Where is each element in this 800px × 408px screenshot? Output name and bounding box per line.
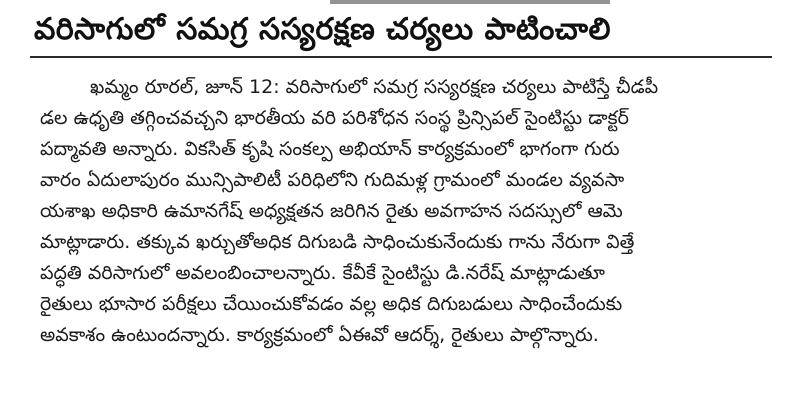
article-line: యశాఖ అధికారి ఉమానగేష్ అధ్యక్షతన జరిగిన రైతు అవగాహన సదస్సులో ఆమె: [40, 200, 623, 222]
article-line: పద్మావతి అన్నారు. వికసిత్ కృషి సంకల్ప అభియాన్ కార్యక్రమంలో భాగంగా గురు: [40, 138, 620, 160]
headline-divider: [30, 56, 772, 58]
article-body: [40, 72, 780, 351]
article-line: వారం ఏదులాపురం మున్సిపాలిటీ పరిధిలోని గుదిమళ్ల గ్రామంలో మండల వ్యవసా: [40, 169, 625, 191]
article-line: మాట్లాడారు. తక్కువ ఖర్చుతోఅధిక దిగుబడి సాధించుకునేందుకు గాను నేరుగా విత్తే: [40, 231, 635, 253]
article-line: డల ఉధృతి తగ్గించవచ్చని భారతీయ వరి పరిశోధన సంస్థ ప్రిన్సిపల్ సైంటిస్టు డాక్టర్: [40, 107, 629, 129]
article-line: అవకాశం ఉంటుందన్నారు. కార్యక్రమంలో ఏఈవో ఆదర్శ్, రైతులు పాల్గొన్నారు.: [40, 324, 599, 346]
article-headline: వరిసాగులో సమగ్ర సస్యరక్షణ చర్యలు పాటించాలి: [34, 12, 611, 47]
article-line: పద్ధతి వరిసాగులో అవలంబించాలన్నారు. కేవీకే సైంటిస్టు డి.నరేష్ మాట్లాడుతూ: [40, 262, 605, 284]
article-line: ఖమ్మం రూరల్, జూన్ 12: వరిసాగులో సమగ్ర సస్యరక్షణ చర్యలు పాటిస్తే చీడపీ: [90, 76, 659, 98]
article-line: రైతులు భూసార పరీక్షలు చేయించుకోవడం వల్ల అధిక దిగుబడులు సాధించేందుకు: [40, 293, 623, 315]
scan-edge-artifact: [330, 0, 610, 4]
